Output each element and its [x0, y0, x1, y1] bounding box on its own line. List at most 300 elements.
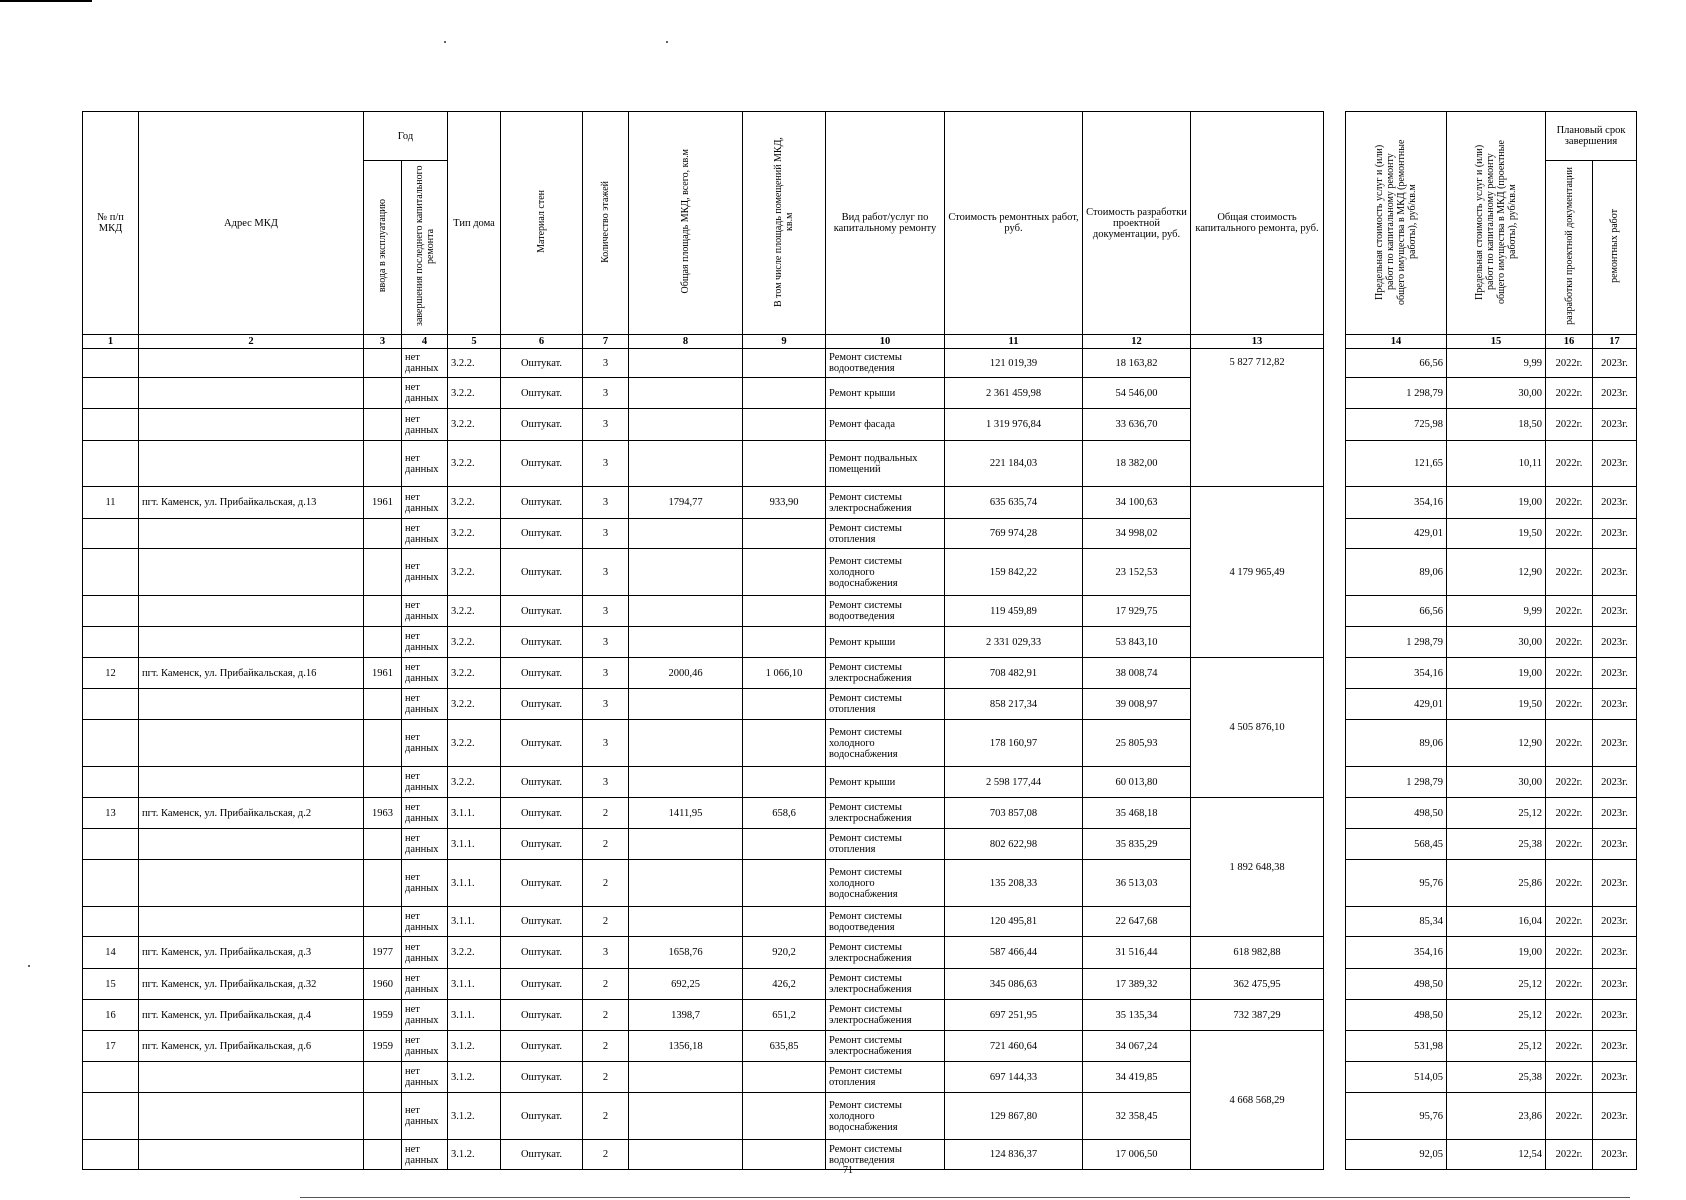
cell-wall-material: Оштукат. [501, 1093, 583, 1140]
cell-design-cost: 17 929,75 [1083, 596, 1191, 627]
cell-floors: 2 [583, 907, 629, 937]
column-number: 14 [1346, 335, 1447, 349]
cell-house-type: 3.1.1. [448, 969, 501, 1000]
cell-year-commission [364, 1140, 402, 1170]
cell-year-commission [364, 441, 402, 487]
column-number: 6 [501, 335, 583, 349]
column-number: 15 [1447, 335, 1546, 349]
gap-cell [1324, 767, 1346, 798]
cell-deadline-design: 2022г. [1546, 720, 1593, 767]
cell-limit-repair: 354,16 [1346, 658, 1447, 689]
cell-floors: 3 [583, 596, 629, 627]
cell-year-last-repair: нет данных [402, 658, 448, 689]
gap-cell [1324, 378, 1346, 409]
cell-deadline-repair: 2023г. [1593, 519, 1637, 549]
cell-house-type: 3.1.2. [448, 1062, 501, 1093]
cell-house-type: 3.2.2. [448, 767, 501, 798]
cell-number [83, 1093, 139, 1140]
cell-work-type: Ремонт системы электроснабжения [826, 658, 945, 689]
header-design-cost: Стоимость разработки проектной документации, руб. [1083, 112, 1191, 335]
cell-deadline-design: 2022г. [1546, 596, 1593, 627]
gap-cell [1324, 441, 1346, 487]
cell-design-cost: 36 513,03 [1083, 860, 1191, 907]
header-total-cost: Общая стоимость капитального ремонта, руб. [1191, 112, 1324, 335]
cell-year-last-repair: нет данных [402, 349, 448, 378]
cell-floors: 2 [583, 1062, 629, 1093]
cell-house-type: 3.2.2. [448, 937, 501, 969]
cell-address [139, 378, 364, 409]
gap-cell [1324, 937, 1346, 969]
header-deadline-repair: ремонтных работ [1593, 161, 1637, 335]
cell-deadline-repair: 2023г. [1593, 798, 1637, 829]
cell-number [83, 349, 139, 378]
cell-premises-area [743, 720, 826, 767]
table-row [83, 549, 1637, 596]
cell-address [139, 1062, 364, 1093]
cell-wall-material: Оштукат. [501, 1140, 583, 1170]
cell-total-area [629, 378, 743, 409]
cell-limit-design: 25,12 [1447, 1031, 1546, 1062]
cell-premises-area [743, 689, 826, 720]
cell-limit-repair: 498,50 [1346, 969, 1447, 1000]
cell-limit-design: 25,12 [1447, 1000, 1546, 1031]
cell-year-last-repair: нет данных [402, 549, 448, 596]
cell-number: 12 [83, 658, 139, 689]
gap-cell [1324, 1031, 1346, 1062]
cell-premises-area [743, 907, 826, 937]
cell-year-commission [364, 829, 402, 860]
cell-number [83, 1140, 139, 1170]
cell-deadline-design: 2022г. [1546, 549, 1593, 596]
table-row [83, 720, 1637, 767]
cell-work-type: Ремонт подвальных помещений [826, 441, 945, 487]
header-work-type: Вид работ/услуг по капитальному ремонту [826, 112, 945, 335]
header-deadline-design: разработки проектной документации [1546, 161, 1593, 335]
cell-total-area [629, 519, 743, 549]
cell-deadline-repair: 2023г. [1593, 487, 1637, 519]
cell-repair-cost: 697 251,95 [945, 1000, 1083, 1031]
cell-repair-cost: 345 086,63 [945, 969, 1083, 1000]
cell-premises-area [743, 860, 826, 907]
cell-year-last-repair: нет данных [402, 1140, 448, 1170]
cell-total-area: 1794,77 [629, 487, 743, 519]
cell-wall-material: Оштукат. [501, 969, 583, 1000]
cell-premises-area: 1 066,10 [743, 658, 826, 689]
cell-deadline-repair: 2023г. [1593, 409, 1637, 441]
cell-house-type: 3.1.1. [448, 829, 501, 860]
column-number: 11 [945, 335, 1083, 349]
gap-cell [1324, 907, 1346, 937]
cell-work-type: Ремонт системы водоотведения [826, 1140, 945, 1170]
cell-premises-area [743, 596, 826, 627]
header-premises-area: В том числе площадь помещений МКД, кв.м [743, 112, 826, 335]
cell-limit-repair: 95,76 [1346, 860, 1447, 907]
cell-design-cost: 38 008,74 [1083, 658, 1191, 689]
cell-deadline-design: 2022г. [1546, 409, 1593, 441]
cell-wall-material: Оштукат. [501, 829, 583, 860]
cell-year-commission [364, 1093, 402, 1140]
cell-design-cost: 39 008,97 [1083, 689, 1191, 720]
cell-design-cost: 23 152,53 [1083, 549, 1191, 596]
cell-design-cost: 25 805,93 [1083, 720, 1191, 767]
cell-year-commission [364, 767, 402, 798]
table-row [83, 1031, 1637, 1062]
cell-premises-area [743, 549, 826, 596]
cell-year-last-repair: нет данных [402, 798, 448, 829]
cell-deadline-design: 2022г. [1546, 969, 1593, 1000]
cell-work-type: Ремонт системы отопления [826, 519, 945, 549]
cell-address [139, 689, 364, 720]
cell-total-area [629, 441, 743, 487]
cell-limit-design: 12,90 [1447, 549, 1546, 596]
cell-year-last-repair: нет данных [402, 1093, 448, 1140]
cell-work-type: Ремонт системы электроснабжения [826, 1000, 945, 1031]
cell-address: пгт. Каменск, ул. Прибайкальская, д.2 [139, 798, 364, 829]
cell-limit-repair: 514,05 [1346, 1062, 1447, 1093]
cell-premises-area: 933,90 [743, 487, 826, 519]
cell-repair-cost: 635 635,74 [945, 487, 1083, 519]
cell-premises-area: 651,2 [743, 1000, 826, 1031]
cell-deadline-design: 2022г. [1546, 907, 1593, 937]
cell-deadline-design: 2022г. [1546, 1031, 1593, 1062]
cell-deadline-design: 2022г. [1546, 487, 1593, 519]
cell-limit-repair: 66,56 [1346, 596, 1447, 627]
bottom-edge-line [300, 1197, 1630, 1198]
cell-wall-material: Оштукат. [501, 596, 583, 627]
cell-wall-material: Оштукат. [501, 907, 583, 937]
cell-deadline-repair: 2023г. [1593, 378, 1637, 409]
cell-wall-material: Оштукат. [501, 658, 583, 689]
cell-limit-repair: 1 298,79 [1346, 627, 1447, 658]
table-row [83, 487, 1637, 519]
cell-limit-repair: 725,98 [1346, 409, 1447, 441]
cell-limit-repair: 85,34 [1346, 907, 1447, 937]
cell-limit-design: 23,86 [1447, 1093, 1546, 1140]
header-house-type: Тип дома [448, 112, 501, 335]
cell-work-type: Ремонт системы электроснабжения [826, 969, 945, 1000]
cell-total-area [629, 349, 743, 378]
cell-total-area [629, 860, 743, 907]
cell-total-area [629, 409, 743, 441]
cell-premises-area [743, 829, 826, 860]
cell-limit-design: 12,54 [1447, 1140, 1546, 1170]
cell-total-area: 1658,76 [629, 937, 743, 969]
cell-number [83, 907, 139, 937]
cell-floors: 2 [583, 829, 629, 860]
cell-floors: 3 [583, 441, 629, 487]
cell-work-type: Ремонт системы электроснабжения [826, 798, 945, 829]
cell-repair-cost: 703 857,08 [945, 798, 1083, 829]
cell-year-commission: 1960 [364, 969, 402, 1000]
cell-limit-repair: 89,06 [1346, 720, 1447, 767]
cell-limit-design: 30,00 [1447, 767, 1546, 798]
header-year-group: Год [364, 112, 448, 161]
gap-cell [1324, 798, 1346, 829]
cell-year-last-repair: нет данных [402, 907, 448, 937]
cell-year-last-repair: нет данных [402, 409, 448, 441]
gap-cell [1324, 1093, 1346, 1140]
cell-work-type: Ремонт системы холодного водоснабжения [826, 860, 945, 907]
cell-year-commission [364, 349, 402, 378]
cell-total-area: 2000,46 [629, 658, 743, 689]
cell-wall-material: Оштукат. [501, 409, 583, 441]
cell-limit-repair: 95,76 [1346, 1093, 1447, 1140]
cell-total-area [629, 829, 743, 860]
cell-wall-material: Оштукат. [501, 1062, 583, 1093]
cell-year-commission [364, 519, 402, 549]
cell-house-type: 3.2.2. [448, 487, 501, 519]
cell-repair-cost: 129 867,80 [945, 1093, 1083, 1140]
cell-work-type: Ремонт системы холодного водоснабжения [826, 720, 945, 767]
cell-year-last-repair: нет данных [402, 1000, 448, 1031]
gap-cell [1324, 596, 1346, 627]
cell-number [83, 689, 139, 720]
cell-house-type: 3.2.2. [448, 441, 501, 487]
cell-deadline-design: 2022г. [1546, 689, 1593, 720]
cell-house-type: 3.2.2. [448, 658, 501, 689]
cell-work-type: Ремонт крыши [826, 378, 945, 409]
table-row [83, 829, 1637, 860]
cell-address: пгт. Каменск, ул. Прибайкальская, д.13 [139, 487, 364, 519]
cell-deadline-repair: 2023г. [1593, 1140, 1637, 1170]
cell-house-type: 3.1.2. [448, 1031, 501, 1062]
cell-number [83, 409, 139, 441]
column-number: 3 [364, 335, 402, 349]
column-number: 8 [629, 335, 743, 349]
cell-design-cost: 17 006,50 [1083, 1140, 1191, 1170]
cell-premises-area [743, 767, 826, 798]
cell-total-area [629, 1093, 743, 1140]
cell-repair-cost: 178 160,97 [945, 720, 1083, 767]
cell-total-cost: 362 475,95 [1191, 969, 1324, 1000]
cell-repair-cost: 159 842,22 [945, 549, 1083, 596]
cell-deadline-design: 2022г. [1546, 767, 1593, 798]
cell-address [139, 829, 364, 860]
cell-year-commission [364, 1062, 402, 1093]
column-number: 5 [448, 335, 501, 349]
cell-work-type: Ремонт системы электроснабжения [826, 937, 945, 969]
cell-total-area [629, 720, 743, 767]
column-number-row [83, 335, 1637, 349]
table-body [83, 349, 1637, 1170]
cell-house-type: 3.2.2. [448, 519, 501, 549]
cell-limit-design: 19,50 [1447, 519, 1546, 549]
cell-year-last-repair: нет данных [402, 627, 448, 658]
table-row [83, 1062, 1637, 1093]
cell-wall-material: Оштукат. [501, 487, 583, 519]
cell-wall-material: Оштукат. [501, 1031, 583, 1062]
cell-limit-repair: 568,45 [1346, 829, 1447, 860]
cell-floors: 3 [583, 720, 629, 767]
header-address: Адрес МКД [139, 112, 364, 335]
cell-address: пгт. Каменск, ул. Прибайкальская, д.3 [139, 937, 364, 969]
cell-number [83, 767, 139, 798]
cell-year-last-repair: нет данных [402, 937, 448, 969]
gap-cell [1324, 487, 1346, 519]
cell-house-type: 3.1.1. [448, 907, 501, 937]
cell-number: 13 [83, 798, 139, 829]
cell-year-last-repair: нет данных [402, 487, 448, 519]
cell-work-type: Ремонт системы электроснабжения [826, 487, 945, 519]
cell-repair-cost: 858 217,34 [945, 689, 1083, 720]
cell-work-type: Ремонт системы электроснабжения [826, 1031, 945, 1062]
cell-year-commission [364, 627, 402, 658]
cell-total-cost: 5 827 712,82 [1191, 349, 1324, 487]
cell-deadline-repair: 2023г. [1593, 549, 1637, 596]
cell-number: 15 [83, 969, 139, 1000]
cell-year-commission [364, 689, 402, 720]
table-row [83, 596, 1637, 627]
cell-house-type: 3.1.2. [448, 1093, 501, 1140]
cell-total-area [629, 907, 743, 937]
cell-work-type: Ремонт системы водоотведения [826, 349, 945, 378]
cell-house-type: 3.2.2. [448, 627, 501, 658]
cell-limit-design: 19,00 [1447, 937, 1546, 969]
cell-address [139, 907, 364, 937]
gap-cell [1324, 829, 1346, 860]
cell-repair-cost: 587 466,44 [945, 937, 1083, 969]
cell-total-cost: 732 387,29 [1191, 1000, 1324, 1031]
cell-premises-area [743, 378, 826, 409]
cell-limit-repair: 429,01 [1346, 689, 1447, 720]
cell-year-last-repair: нет данных [402, 596, 448, 627]
cell-repair-cost: 119 459,89 [945, 596, 1083, 627]
cell-floors: 3 [583, 487, 629, 519]
table-row [83, 860, 1637, 907]
cell-premises-area: 635,85 [743, 1031, 826, 1062]
cell-design-cost: 35 468,18 [1083, 798, 1191, 829]
cell-number: 17 [83, 1031, 139, 1062]
cell-floors: 2 [583, 1000, 629, 1031]
cell-year-commission: 1959 [364, 1031, 402, 1062]
cell-limit-repair: 66,56 [1346, 349, 1447, 378]
cell-deadline-repair: 2023г. [1593, 860, 1637, 907]
header-deadline-group: Плановый срок завершения [1546, 112, 1637, 161]
table-row [83, 519, 1637, 549]
cell-total-cost: 4 668 568,29 [1191, 1031, 1324, 1170]
cell-total-area [629, 689, 743, 720]
cell-number [83, 829, 139, 860]
cell-address [139, 596, 364, 627]
gap-cell [1324, 409, 1346, 441]
cell-floors: 2 [583, 798, 629, 829]
page-number: 71 [843, 1165, 853, 1176]
cell-premises-area: 920,2 [743, 937, 826, 969]
cell-design-cost: 60 013,80 [1083, 767, 1191, 798]
table-row [83, 349, 1637, 378]
cell-limit-design: 30,00 [1447, 378, 1546, 409]
column-number-gap [1324, 335, 1346, 349]
cell-number: 16 [83, 1000, 139, 1031]
cell-repair-cost: 721 460,64 [945, 1031, 1083, 1062]
cell-repair-cost: 121 019,39 [945, 349, 1083, 378]
top-edge-line [0, 0, 92, 2]
cell-deadline-design: 2022г. [1546, 349, 1593, 378]
cell-floors: 3 [583, 627, 629, 658]
cell-year-commission: 1959 [364, 1000, 402, 1031]
cell-deadline-repair: 2023г. [1593, 1000, 1637, 1031]
cell-year-last-repair: нет данных [402, 689, 448, 720]
cell-design-cost: 31 516,44 [1083, 937, 1191, 969]
cell-address [139, 409, 364, 441]
cell-premises-area [743, 349, 826, 378]
cell-work-type: Ремонт системы отопления [826, 1062, 945, 1093]
gap-cell [1324, 627, 1346, 658]
cell-floors: 3 [583, 349, 629, 378]
cell-limit-design: 9,99 [1447, 596, 1546, 627]
cell-number [83, 1062, 139, 1093]
cell-floors: 2 [583, 860, 629, 907]
cell-repair-cost: 2 361 459,98 [945, 378, 1083, 409]
cell-house-type: 3.1.1. [448, 1000, 501, 1031]
cell-premises-area: 658,6 [743, 798, 826, 829]
cell-address: пгт. Каменск, ул. Прибайкальская, д.32 [139, 969, 364, 1000]
gap-cell [1324, 549, 1346, 596]
cell-design-cost: 35 135,34 [1083, 1000, 1191, 1031]
cell-work-type: Ремонт системы водоотведения [826, 596, 945, 627]
cell-deadline-repair: 2023г. [1593, 1062, 1637, 1093]
cell-design-cost: 34 419,85 [1083, 1062, 1191, 1093]
cell-wall-material: Оштукат. [501, 349, 583, 378]
cell-design-cost: 34 998,02 [1083, 519, 1191, 549]
cell-deadline-repair: 2023г. [1593, 596, 1637, 627]
cell-wall-material: Оштукат. [501, 767, 583, 798]
cell-year-commission: 1963 [364, 798, 402, 829]
table-row [83, 441, 1637, 487]
cell-work-type: Ремонт системы холодного водоснабжения [826, 1093, 945, 1140]
cell-deadline-repair: 2023г. [1593, 658, 1637, 689]
cell-total-area [629, 549, 743, 596]
cell-limit-design: 25,12 [1447, 969, 1546, 1000]
cell-house-type: 3.2.2. [448, 720, 501, 767]
cell-limit-design: 16,04 [1447, 907, 1546, 937]
cell-deadline-design: 2022г. [1546, 378, 1593, 409]
cell-address [139, 767, 364, 798]
cell-design-cost: 33 636,70 [1083, 409, 1191, 441]
scan-speck [28, 965, 30, 967]
cell-number [83, 441, 139, 487]
cell-wall-material: Оштукат. [501, 689, 583, 720]
cell-design-cost: 22 647,68 [1083, 907, 1191, 937]
cell-number [83, 596, 139, 627]
cell-repair-cost: 802 622,98 [945, 829, 1083, 860]
cell-year-last-repair: нет данных [402, 829, 448, 860]
cell-floors: 3 [583, 378, 629, 409]
cell-work-type: Ремонт крыши [826, 627, 945, 658]
cell-wall-material: Оштукат. [501, 798, 583, 829]
cell-repair-cost: 697 144,33 [945, 1062, 1083, 1093]
table-row [83, 689, 1637, 720]
column-number: 1 [83, 335, 139, 349]
cell-deadline-repair: 2023г. [1593, 349, 1637, 378]
cell-floors: 3 [583, 658, 629, 689]
cell-repair-cost: 1 319 976,84 [945, 409, 1083, 441]
header-year-last-repair: завершения последнего капитального ремонта [402, 161, 448, 335]
cell-total-cost: 4 179 965,49 [1191, 487, 1324, 658]
table-row [83, 627, 1637, 658]
cell-limit-design: 25,38 [1447, 829, 1546, 860]
header-year-commission: ввода в эксплуатацию [364, 161, 402, 335]
header-wall-material: Материал стен [501, 112, 583, 335]
cell-deadline-repair: 2023г. [1593, 1031, 1637, 1062]
cell-work-type: Ремонт фасада [826, 409, 945, 441]
scan-speck [444, 41, 446, 43]
cell-deadline-repair: 2023г. [1593, 441, 1637, 487]
cell-design-cost: 32 358,45 [1083, 1093, 1191, 1140]
cell-limit-repair: 92,05 [1346, 1140, 1447, 1170]
cell-house-type: 3.2.2. [448, 409, 501, 441]
header-n: № п/п МКД [83, 112, 139, 335]
